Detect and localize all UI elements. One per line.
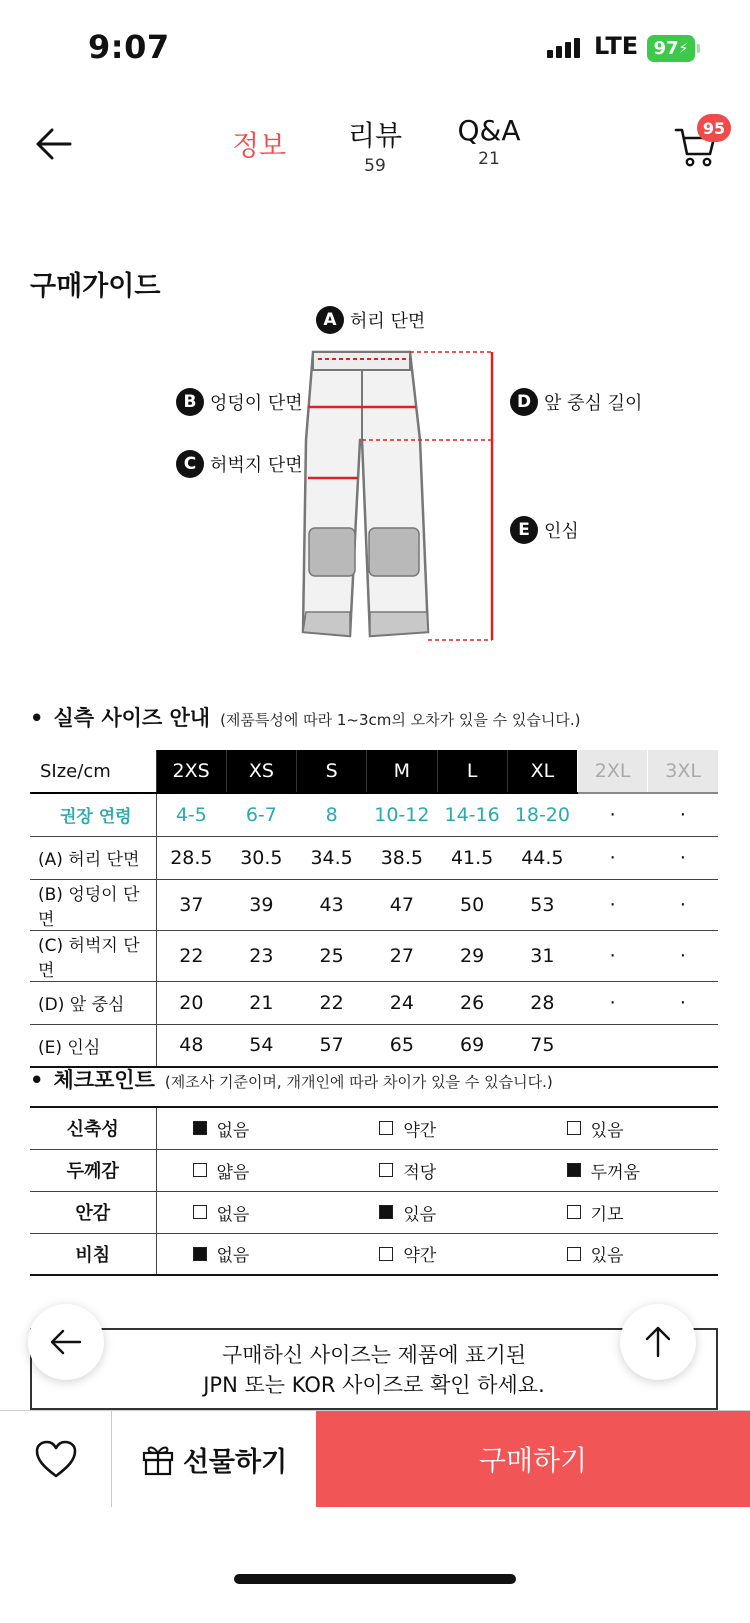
table-cell: 54 (226, 1024, 296, 1067)
checkpoint-option-label: 기모 (590, 1204, 624, 1225)
table-cell (578, 1024, 648, 1067)
checkpoint-option (343, 1233, 530, 1275)
checked-box-icon (193, 1247, 207, 1261)
signal-icon (547, 38, 580, 58)
table-cell: 28 (507, 981, 577, 1024)
checkpoint-option (531, 1149, 718, 1191)
pants-illustration (0, 300, 750, 670)
status-bar (0, 0, 750, 100)
size-header-l: L (437, 750, 507, 793)
table-cell: 44.5 (507, 836, 577, 879)
checkpoint-label: 신축성 (30, 1107, 156, 1149)
table-cell: · (648, 930, 718, 981)
size-header-2xl: 2XL (578, 750, 648, 793)
table-cell: 18-20 (507, 793, 577, 836)
table-cell: 8 (297, 793, 367, 836)
checkpoint-option-label: 약간 (403, 1120, 437, 1141)
checkpoint-option (531, 1233, 718, 1275)
table-cell: 14-16 (437, 793, 507, 836)
tab-review-count: 59 (364, 156, 386, 176)
checkpoint-option (156, 1149, 343, 1191)
checkpoint-option (531, 1107, 718, 1149)
size-table (30, 750, 718, 1068)
table-cell: · (578, 879, 648, 930)
label-a-text: 허리 단면 (350, 311, 426, 332)
size-header-xl: XL (507, 750, 577, 793)
tab-qna-count: 21 (478, 149, 500, 169)
table-cell: 69 (437, 1024, 507, 1067)
notice-line-1: 구매하신 사이즈는 제품에 표기된 (221, 1343, 527, 1367)
unchecked-box-icon (193, 1163, 207, 1177)
row-label: 권장 연령 (30, 793, 156, 836)
top-nav (0, 100, 750, 200)
table-cell: 53 (507, 879, 577, 930)
home-indicator (234, 1574, 516, 1584)
table-cell: 37 (156, 879, 226, 930)
arrow-up-icon (640, 1324, 676, 1360)
buy-label: 구매하기 (478, 1444, 588, 1477)
size-diagram (0, 300, 750, 670)
table-cell: 28.5 (156, 836, 226, 879)
size-title-text: 실측 사이즈 안내 (53, 706, 211, 730)
checkpoint-option (156, 1191, 343, 1233)
table-cell: 65 (367, 1024, 437, 1067)
checkpoint-option-label: 두꺼움 (590, 1162, 640, 1183)
label-c-text: 허벅지 단면 (210, 455, 303, 476)
checked-box-icon (567, 1163, 581, 1177)
check-title-text: 체크포인트 (53, 1068, 155, 1092)
table-cell: 23 (226, 930, 296, 981)
table-cell: 41.5 (437, 836, 507, 879)
checkpoint-option-label: 없음 (216, 1246, 250, 1267)
carrier-label: LTE (594, 32, 639, 60)
label-e (510, 516, 579, 544)
tab-info-label: 정보 (231, 129, 287, 162)
tab-review-label: 리뷰 (347, 119, 403, 152)
label-b-letter: B (176, 388, 204, 416)
table-cell: 25 (297, 930, 367, 981)
checkpoint-option (531, 1191, 718, 1233)
checkpoint-option-label: 있음 (590, 1120, 624, 1141)
table-row-age (30, 793, 718, 836)
checkpoint-row (30, 1149, 718, 1191)
table-cell: · (578, 793, 648, 836)
table-row-inseam (30, 1024, 718, 1067)
checkpoint-option (343, 1191, 530, 1233)
checkpoint-label: 안감 (30, 1191, 156, 1233)
checkpoint-option-label: 없음 (216, 1204, 250, 1225)
table-cell (648, 1024, 718, 1067)
table-cell: 75 (507, 1024, 577, 1067)
size-header-2xs: 2XS (156, 750, 226, 793)
table-cell: 38.5 (367, 836, 437, 879)
table-cell: 48 (156, 1024, 226, 1067)
table-cell: 27 (367, 930, 437, 981)
row-label: (D) 앞 중심 (30, 981, 156, 1024)
gift-button[interactable] (112, 1411, 316, 1507)
table-cell: · (578, 836, 648, 879)
label-d-text: 앞 중심 길이 (544, 393, 643, 414)
checkpoint-option-label: 없음 (216, 1120, 250, 1141)
battery-level: 97 (653, 38, 679, 59)
table-row-thigh (30, 930, 718, 981)
checkpoint-row (30, 1233, 718, 1275)
checkpoint-option-label: 있음 (403, 1204, 437, 1225)
size-header-3xl: 3XL (648, 750, 718, 793)
table-row-waist (30, 836, 718, 879)
checkpoint-option-label: 적당 (403, 1162, 437, 1183)
table-cell: 30.5 (226, 836, 296, 879)
table-cell: 24 (367, 981, 437, 1024)
size-note: (제품특성에 따라 1~3cm의 오차가 있을 수 있습니다.) (220, 711, 581, 729)
back-button[interactable] (30, 120, 78, 168)
heart-icon (34, 1439, 78, 1479)
label-c-letter: C (176, 450, 204, 478)
table-cell: 26 (437, 981, 507, 1024)
label-e-text: 인심 (544, 521, 579, 542)
label-b-text: 엉덩이 단면 (210, 393, 303, 414)
checkpoint-option-label: 약간 (403, 1246, 437, 1267)
check-section-title: • 체크포인트 (제조사 기준이며, 개개인에 따라 차이가 있을 수 있습니다.) (30, 1064, 553, 1094)
table-cell: 50 (437, 879, 507, 930)
checked-box-icon (193, 1121, 207, 1135)
row-label: (A) 허리 단면 (30, 836, 156, 879)
wishlist-button[interactable] (0, 1411, 112, 1507)
table-cell: 31 (507, 930, 577, 981)
scroll-top-button[interactable] (620, 1304, 696, 1380)
row-label: (E) 인심 (30, 1024, 156, 1067)
checkpoint-option-label: 얇음 (216, 1162, 250, 1183)
checkpoint-option (343, 1149, 530, 1191)
table-cell: 4-5 (156, 793, 226, 836)
size-notice (30, 1328, 718, 1410)
gift-icon (141, 1442, 175, 1476)
unchecked-box-icon (567, 1121, 581, 1135)
table-cell: 39 (226, 879, 296, 930)
checkpoint-option (156, 1233, 343, 1275)
tab-review[interactable] (340, 114, 410, 176)
tab-qna-label: Q&A (457, 114, 521, 147)
table-row-front-rise (30, 981, 718, 1024)
table-cell: 10-12 (367, 793, 437, 836)
table-cell: 47 (367, 879, 437, 930)
label-a-letter: A (316, 306, 344, 334)
row-label: (C) 허벅지 단면 (30, 930, 156, 981)
buy-button[interactable] (316, 1411, 750, 1507)
label-e-letter: E (510, 516, 538, 544)
table-cell: 57 (297, 1024, 367, 1067)
cart-count-badge: 95 (697, 114, 731, 142)
table-cell: 34.5 (297, 836, 367, 879)
label-b (176, 388, 303, 416)
size-header-m: M (367, 750, 437, 793)
checkpoint-row (30, 1191, 718, 1233)
table-cell: 43 (297, 879, 367, 930)
checkpoint-table (30, 1106, 718, 1276)
size-header-label: SIze/cm (30, 750, 156, 793)
table-cell: · (648, 836, 718, 879)
table-cell: 20 (156, 981, 226, 1024)
size-header-xs: XS (226, 750, 296, 793)
table-cell: 29 (437, 930, 507, 981)
table-cell: · (648, 793, 718, 836)
size-section-title: • 실측 사이즈 안내 (제품특성에 따라 1~3cm의 오차가 있을 수 있습니다.) (30, 702, 580, 732)
table-cell: 6-7 (226, 793, 296, 836)
table-cell: 22 (156, 930, 226, 981)
battery-tip (697, 44, 700, 53)
checkpoint-option-label: 있음 (590, 1246, 624, 1267)
status-time: 9:07 (88, 28, 170, 66)
tab-info[interactable] (228, 124, 290, 164)
table-cell: 21 (226, 981, 296, 1024)
tab-qna[interactable] (454, 114, 524, 169)
checkpoint-label: 비침 (30, 1233, 156, 1275)
back-arrow-icon (30, 120, 78, 168)
arrow-left-icon (48, 1324, 84, 1360)
bottom-action-bar (0, 1410, 750, 1507)
size-header-s: S (297, 750, 367, 793)
checkpoint-label: 두께감 (30, 1149, 156, 1191)
notice-line-2: JPN 또는 KOR 사이즈로 확인 하세요. (203, 1373, 545, 1397)
unchecked-box-icon (379, 1247, 393, 1261)
label-d (510, 388, 642, 416)
gift-label: 선물하기 (182, 1446, 288, 1478)
checked-box-icon (379, 1205, 393, 1219)
row-label: (B) 엉덩이 단면 (30, 879, 156, 930)
label-c (176, 450, 303, 478)
table-cell: · (578, 981, 648, 1024)
table-cell: · (578, 930, 648, 981)
battery-icon: 97 ⚡ (647, 35, 695, 62)
checkpoint-option (156, 1107, 343, 1149)
table-cell: · (648, 981, 718, 1024)
size-header-row (30, 750, 718, 793)
unchecked-box-icon (567, 1205, 581, 1219)
table-cell: 22 (297, 981, 367, 1024)
guide-title: 구매가이드 (30, 271, 161, 302)
label-d-letter: D (510, 388, 538, 416)
table-row-hip (30, 879, 718, 930)
checkpoint-option (343, 1107, 530, 1149)
check-note: (제조사 기준이며, 개개인에 따라 차이가 있을 수 있습니다.) (164, 1073, 553, 1091)
unchecked-box-icon (193, 1205, 207, 1219)
checkpoint-row (30, 1107, 718, 1149)
unchecked-box-icon (379, 1163, 393, 1177)
label-a (316, 306, 425, 334)
unchecked-box-icon (379, 1121, 393, 1135)
unchecked-box-icon (567, 1247, 581, 1261)
floating-back-button[interactable] (28, 1304, 104, 1380)
table-cell: · (648, 879, 718, 930)
